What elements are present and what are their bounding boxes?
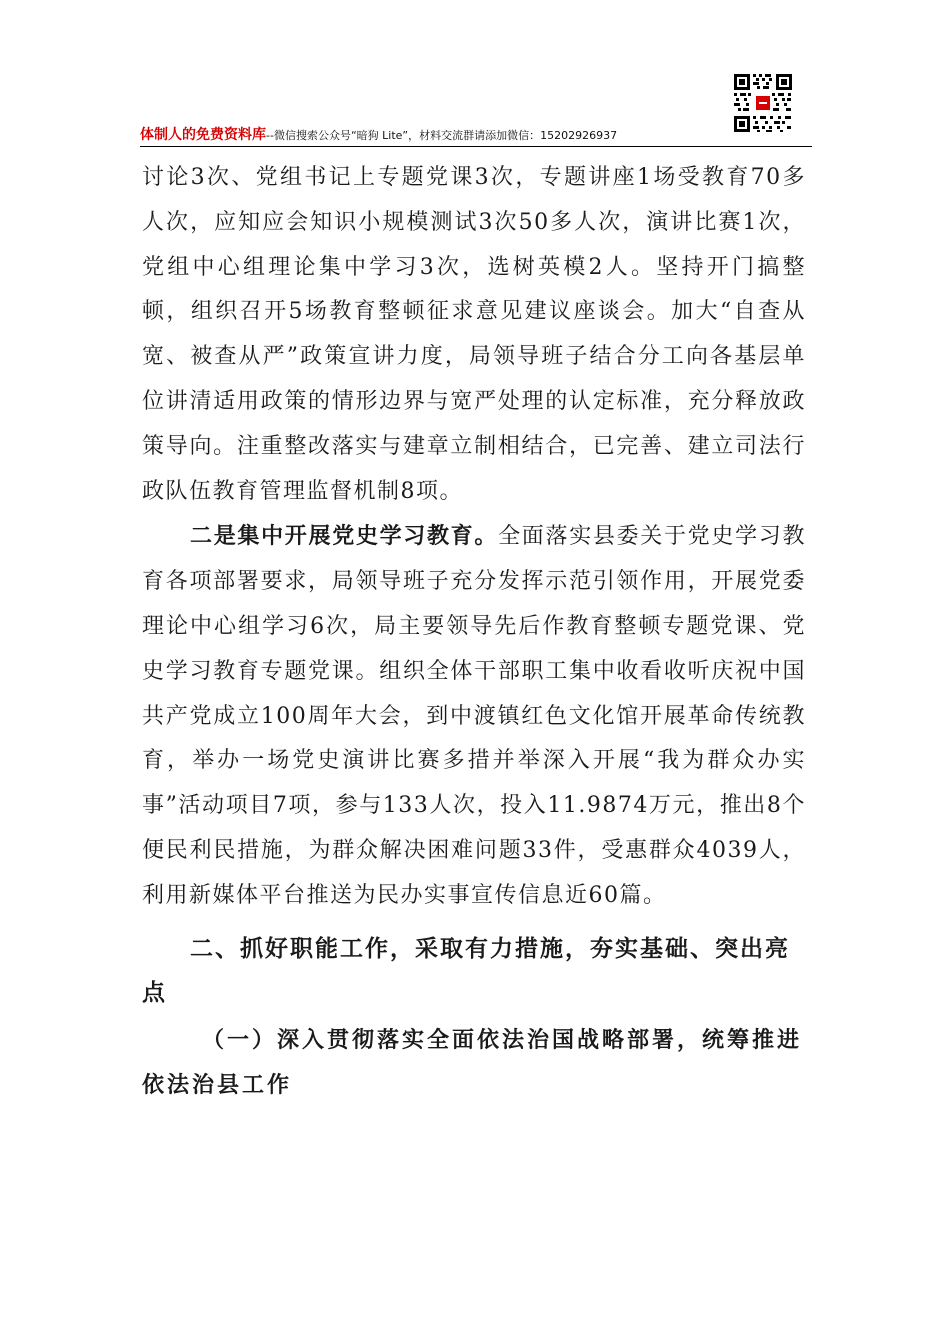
body-paragraph-2 bbox=[142, 514, 806, 918]
qr-code-graphic bbox=[732, 72, 794, 134]
header-divider bbox=[140, 146, 812, 147]
paragraph-lead-heading: 二是集中开展党史学习教育。 bbox=[190, 523, 499, 550]
subsection-heading: （一）深入贯彻落实全面依法治国战略部署，统筹推进依法治县工作 bbox=[142, 1027, 803, 1098]
header-caption bbox=[140, 124, 617, 144]
paragraph-text: 全面落实县委关于党史学习教育各项部署要求，局领导班子充分发挥示范引领作用，开展党委理论中心组学习6次，局主要领导先后作教育整顿专题党课、党史学习教育专题党课。组织全体干部职工集中收看收听庆祝中国共产党成立100周年大会，到中渡镇红色文化馆开展革命传统教育，举办一场党史演讲比赛多措并举深入开展“我为群众办实事”活动项目7项，参与133人次，投入11.9874万元，推出8个便民利民措施，为群众解决困难问题33件，受惠群众4039人，利用新媒体平台推送为民办实事宣传信息近60篇。 bbox=[142, 524, 806, 908]
qr-code-icon bbox=[732, 72, 794, 134]
body-paragraph-1: 讨论3次、党组书记上专题党课3次，专题讲座1场受教育70多人次，应知应会知识小规模测试3次50多人次，演讲比赛1次，党组中心组理论集中学习3次，选树英模2人。坚持开门搞整顿，组织召开5场教育整顿征求意见建议座谈会。加大“自查从宽、被查从严”政策宣讲力度，局领导班子结合分工向各基层单位讲清适用政策的情形边界与宽严处理的认定标准，充分释放政策导向。注重整改落实与建章立制相结合，已完善、建立司法行政队伍教育管理监督机制8项。 bbox=[142, 165, 806, 504]
header-contact-note: --微信搜索公众号“暗狗 Lite”，材料交流群请添加微信：15202926937 bbox=[266, 129, 618, 142]
section-heading: 二、抓好职能工作，采取有力措施，夯实基础、突出亮点 bbox=[142, 934, 790, 1007]
page-header bbox=[140, 68, 812, 148]
header-brand-title: 体制人的免费资料库 bbox=[140, 127, 266, 143]
document-body bbox=[142, 156, 806, 1108]
